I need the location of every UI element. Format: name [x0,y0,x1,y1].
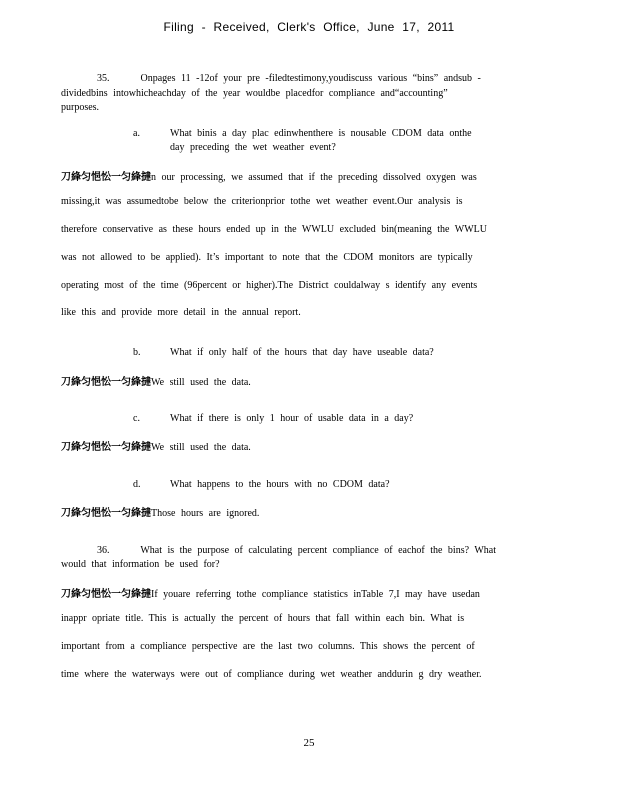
answer-36-line-4: time where the waterways were out of compliance during wet weather anddurin g dry weather. [61,669,482,680]
question-a-line-1: What binis a day plac edinwhenthere is nousable CDOM data onthe [170,128,472,139]
question-35-number: 35. [97,73,110,84]
answer-a-line-1 [61,168,477,183]
page-number: 25 [303,737,315,749]
answer-marker: 刀綘匀悒忪一匀綘撻 [61,508,151,519]
question-c-text: What if there is only 1 hour of usable data in a day? [170,413,414,424]
question-35-line-1 [97,73,481,84]
question-a-line-2: day preceding the wet weather event? [170,142,336,153]
answer-36-line-1 [61,585,480,600]
answer-marker: 刀綘匀悒忪一匀綘撻 [61,442,151,453]
question-36-line-2: would that information be used for? [61,559,220,570]
answer-a-line-4: was not allowed to be applied). It’s important to note that the CDOM monitors are typically [61,252,473,263]
answer-d-text: Those hours are ignored. [151,508,260,519]
question-b-letter: b. [133,347,141,358]
question-a-letter: a. [133,128,140,139]
question-35-text-1: Onpages 11 -12of your pre -filedtestimony,youdiscuss various “bins” andsub - [140,73,481,84]
question-36-line-1 [97,545,496,556]
question-d-letter: d. [133,479,141,490]
answer-a-line-2: missing,it was assumedtobe below the criterionprior tothe wet weather event.Our analysis is [61,196,463,207]
answer-b [61,373,251,388]
answer-marker: 刀綘匀悒忪一匀綘撻 [61,172,151,183]
answer-36-line-2: inappr opriate title. This is actually the percent of hours that fall within each bin. What is [61,613,465,624]
answer-a-line-3: therefore conservative as these hours ended up in the WWLU excluded bin(meaning the WWLU [61,224,487,235]
answer-b-text: We still used the data. [151,377,251,388]
answer-marker: 刀綘匀悒忪一匀綘撻 [61,377,151,388]
answer-a-line-6: like this and provide more detail in the annual report. [61,307,301,318]
answer-a-line-5: operating most of the time (96percent or higher).The District couldalway s identify any events [61,280,478,291]
question-35-line-3: purposes. [61,102,100,113]
answer-marker: 刀綘匀悒忪一匀綘撻 [61,589,151,600]
answer-d [61,504,259,519]
answer-c-text: We still used the data. [151,442,251,453]
filing-header: Filing - Received, Clerk's Office, June 17, 2011 [163,20,455,34]
answer-36-line-3: important from a compliance perspective are the last two columns. This shows the percent of [61,641,475,652]
answer-36-text-1: If youare referring tothe compliance statistics inTable 7,I may have usedan [151,589,480,600]
question-36-text-1: What is the purpose of calculating percent compliance of eachof the bins? What [140,545,497,556]
question-35-line-2: dividedbins intowhicheachday of the year wouldbe placedfor compliance and“accounting” [61,88,448,99]
answer-a-text-1: n our processing, we assumed that if the preceding dissolved oxygen was [151,172,477,183]
answer-c [61,438,251,453]
question-c-letter: c. [133,413,140,424]
question-36-number: 36. [97,545,110,556]
question-d-text: What happens to the hours with no CDOM data? [170,479,390,490]
question-b-text: What if only half of the hours that day have useable data? [170,347,434,358]
